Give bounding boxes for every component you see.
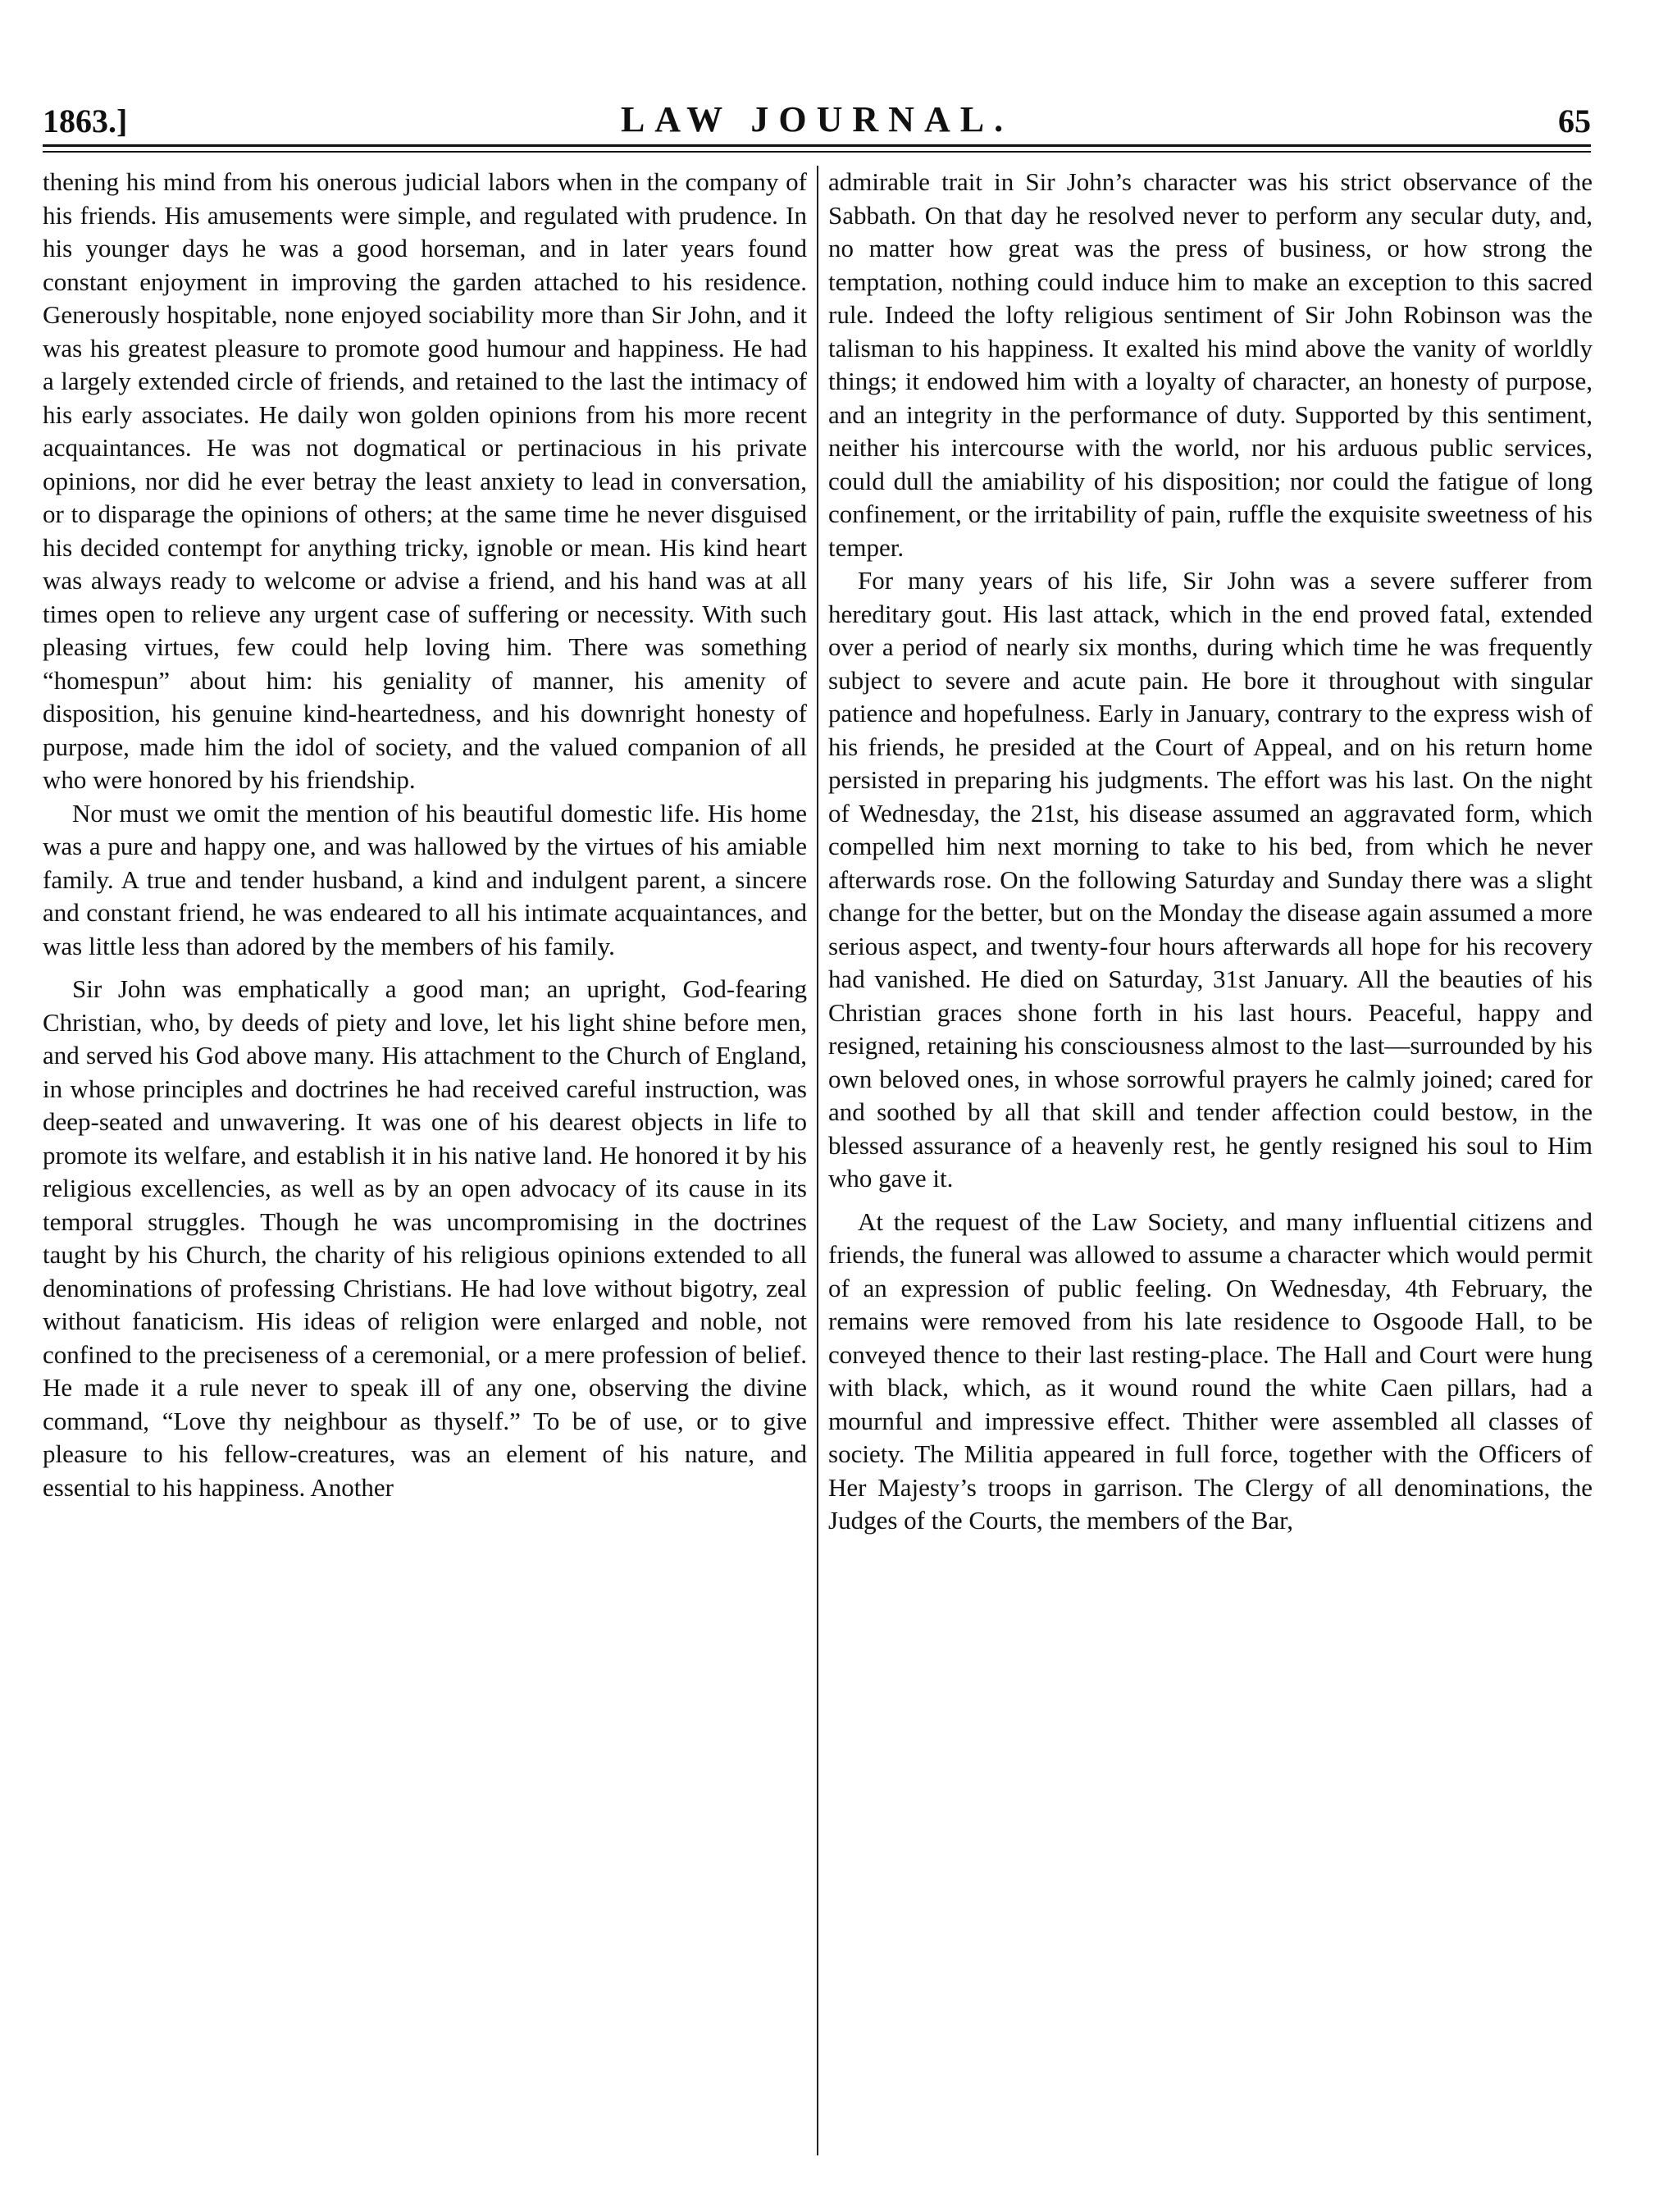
running-header [43, 97, 1591, 148]
header-rule-thick [43, 144, 1591, 147]
header-year: 1863.] [43, 103, 128, 139]
header-rule-thin [43, 151, 1591, 153]
paragraph: Nor must we omit the mention of his beautiful domestic life. His home was a pure and happy one, and was hallowed by the virtues of his amiable family. A true and tender husband, a kind and indulgent parent, a sincere and constant friend, he was endeared to all his intimate acquaintances, and was little less than adored by the members of his family. [43, 798, 807, 960]
journal-title: LAW JOURNAL. [620, 99, 1014, 139]
paragraph: admirable trait in Sir John’s character was his strict observance of the Sabbath. On that day he resolved never to perform any secular duty, and, no matter how great was the press of business, or how strong the temptation, nothing could induce him to make an exception to this sacred rule. Indeed the lofty religious sentiment of Sir John Robinson was the talisman to his happiness. It exalted his mind above the vanity of worldly things; it endowed him with a loyalty of character, an honesty of purpose, and an integrity in the performance of duty. Supported by this sentiment, neither his intercourse with the world, nor his arduous public services, could dull the amiability of his disposition; nor could the fatigue of long confinement, or the irritability of pain, ruffle the exquisite sweetness of his temper. [828, 167, 1593, 562]
paragraph: thening his mind from his onerous judicial labors when in the company of his friends. His amusements were simple, and regulated with prudence. In his younger days he was a good horseman, and in later years found constant enjoyment in improving the garden attached to his residence. Generously hospitable, none enjoyed sociability more than Sir John, and it was his greatest pleasure to promote good humour and happiness. He had a largely extended circle of friends, and retained to the last the intimacy of his early associates. He daily won golden opinions from his more recent acquaintances. He was not dogmatical or pertinacious in his private opinions, nor did he ever betray the least anxiety to lead in conversation, or to disparage the opinions of others; at the same time he never disguised his decided contempt for anything tricky, ignoble or mean. His kind heart was always ready to welcome or advise a friend, and his hand was at all times open to relieve any urgent case of suffering or necessity. With such pleasing virtues, few could help loving him. There was something “homespun” about him: his geniality of manner, his amenity of disposition, his genuine kind-heartedness, and his downright honesty of purpose, made him the idol of society, and the valued companion of all who were honored by his friendship. [43, 167, 807, 794]
right-column [828, 166, 1593, 1538]
text-columns [43, 166, 1591, 2164]
page-number: 65 [1558, 103, 1591, 139]
left-column [43, 166, 807, 1504]
paragraph: Sir John was emphatically a good man; an upright, God-fearing Christian, who, by deeds of piety and love, let his light shine before men, and served his God above many. His attachment to the Church of England, in whose principles and doctrines he had received careful instruction, was deep-seated and unwavering. It was one of his dearest objects in life to promote its welfare, and establish it in his native land. He honored it by his religious excellencies, as well as by an open advocacy of its cause in its temporal struggles. Though he was uncompromising in the doctrines taught by his Church, the charity of his religious opinions extended to all denominations of professing Christians. He had love without bigotry, zeal without fanaticism. His ideas of religion were enlarged and noble, not confined to the preciseness of a ceremonial, or a mere profession of belief. He made it a rule never to speak ill of any one, observing the divine command, “Love thy neighbour as thyself.” To be of use, or to give pleasure to his fellow-creatures, was an element of his nature, and essential to his happiness. Another [43, 974, 807, 1502]
column-divider [817, 166, 818, 2155]
journal-page [43, 97, 1591, 2164]
paragraph: At the request of the Law Society, and many influential citizens and friends, the funeral was allowed to assume a character which would permit of an expression of public feeling. On Wednesday, 4th February, the remains were removed from his late residence to Osgoode Hall, to be conveyed thence to their last resting-place. The Hall and Court were hung with black, which, as it wound round the white Caen pillars, had a mournful and impressive effect. Thither were assembled all classes of society. The Militia appeared in full force, together with the Officers of Her Majesty’s troops in garrison. The Clergy of all denominations, the Judges of the Courts, the members of the Bar, [828, 1206, 1593, 1535]
paragraph: For many years of his life, Sir John was a severe sufferer from hereditary gout. His last attack, which in the end proved fatal, extended over a period of nearly six months, during which time he was frequently subject to severe and acute pain. He bore it throughout with singular patience and hopefulness. Early in January, contrary to the express wish of his friends, he presided at the Court of Appeal, and on his return home persisted in preparing his judgments. The effort was his last. On the night of Wednesday, the 21st, his disease assumed an aggravated form, which compelled him next morning to take to his bed, from which he never afterwards rose. On the following Saturday and Sunday there was a slight change for the better, but on the Monday the disease again assumed a more serious aspect, and twenty-four hours afterwards all hope for his recovery had vanished. He died on Saturday, 31st January. All the beauties of his Christian graces shone forth in his last hours. Peaceful, happy and resigned, retaining his consciousness almost to the last—surrounded by his own beloved ones, in whose sorrowful prayers he calmly joined; cared for and soothed by all that skill and tender affection could bestow, in the blessed assurance of a heavenly rest, he gently resigned his soul to Him who gave it. [828, 566, 1593, 1193]
